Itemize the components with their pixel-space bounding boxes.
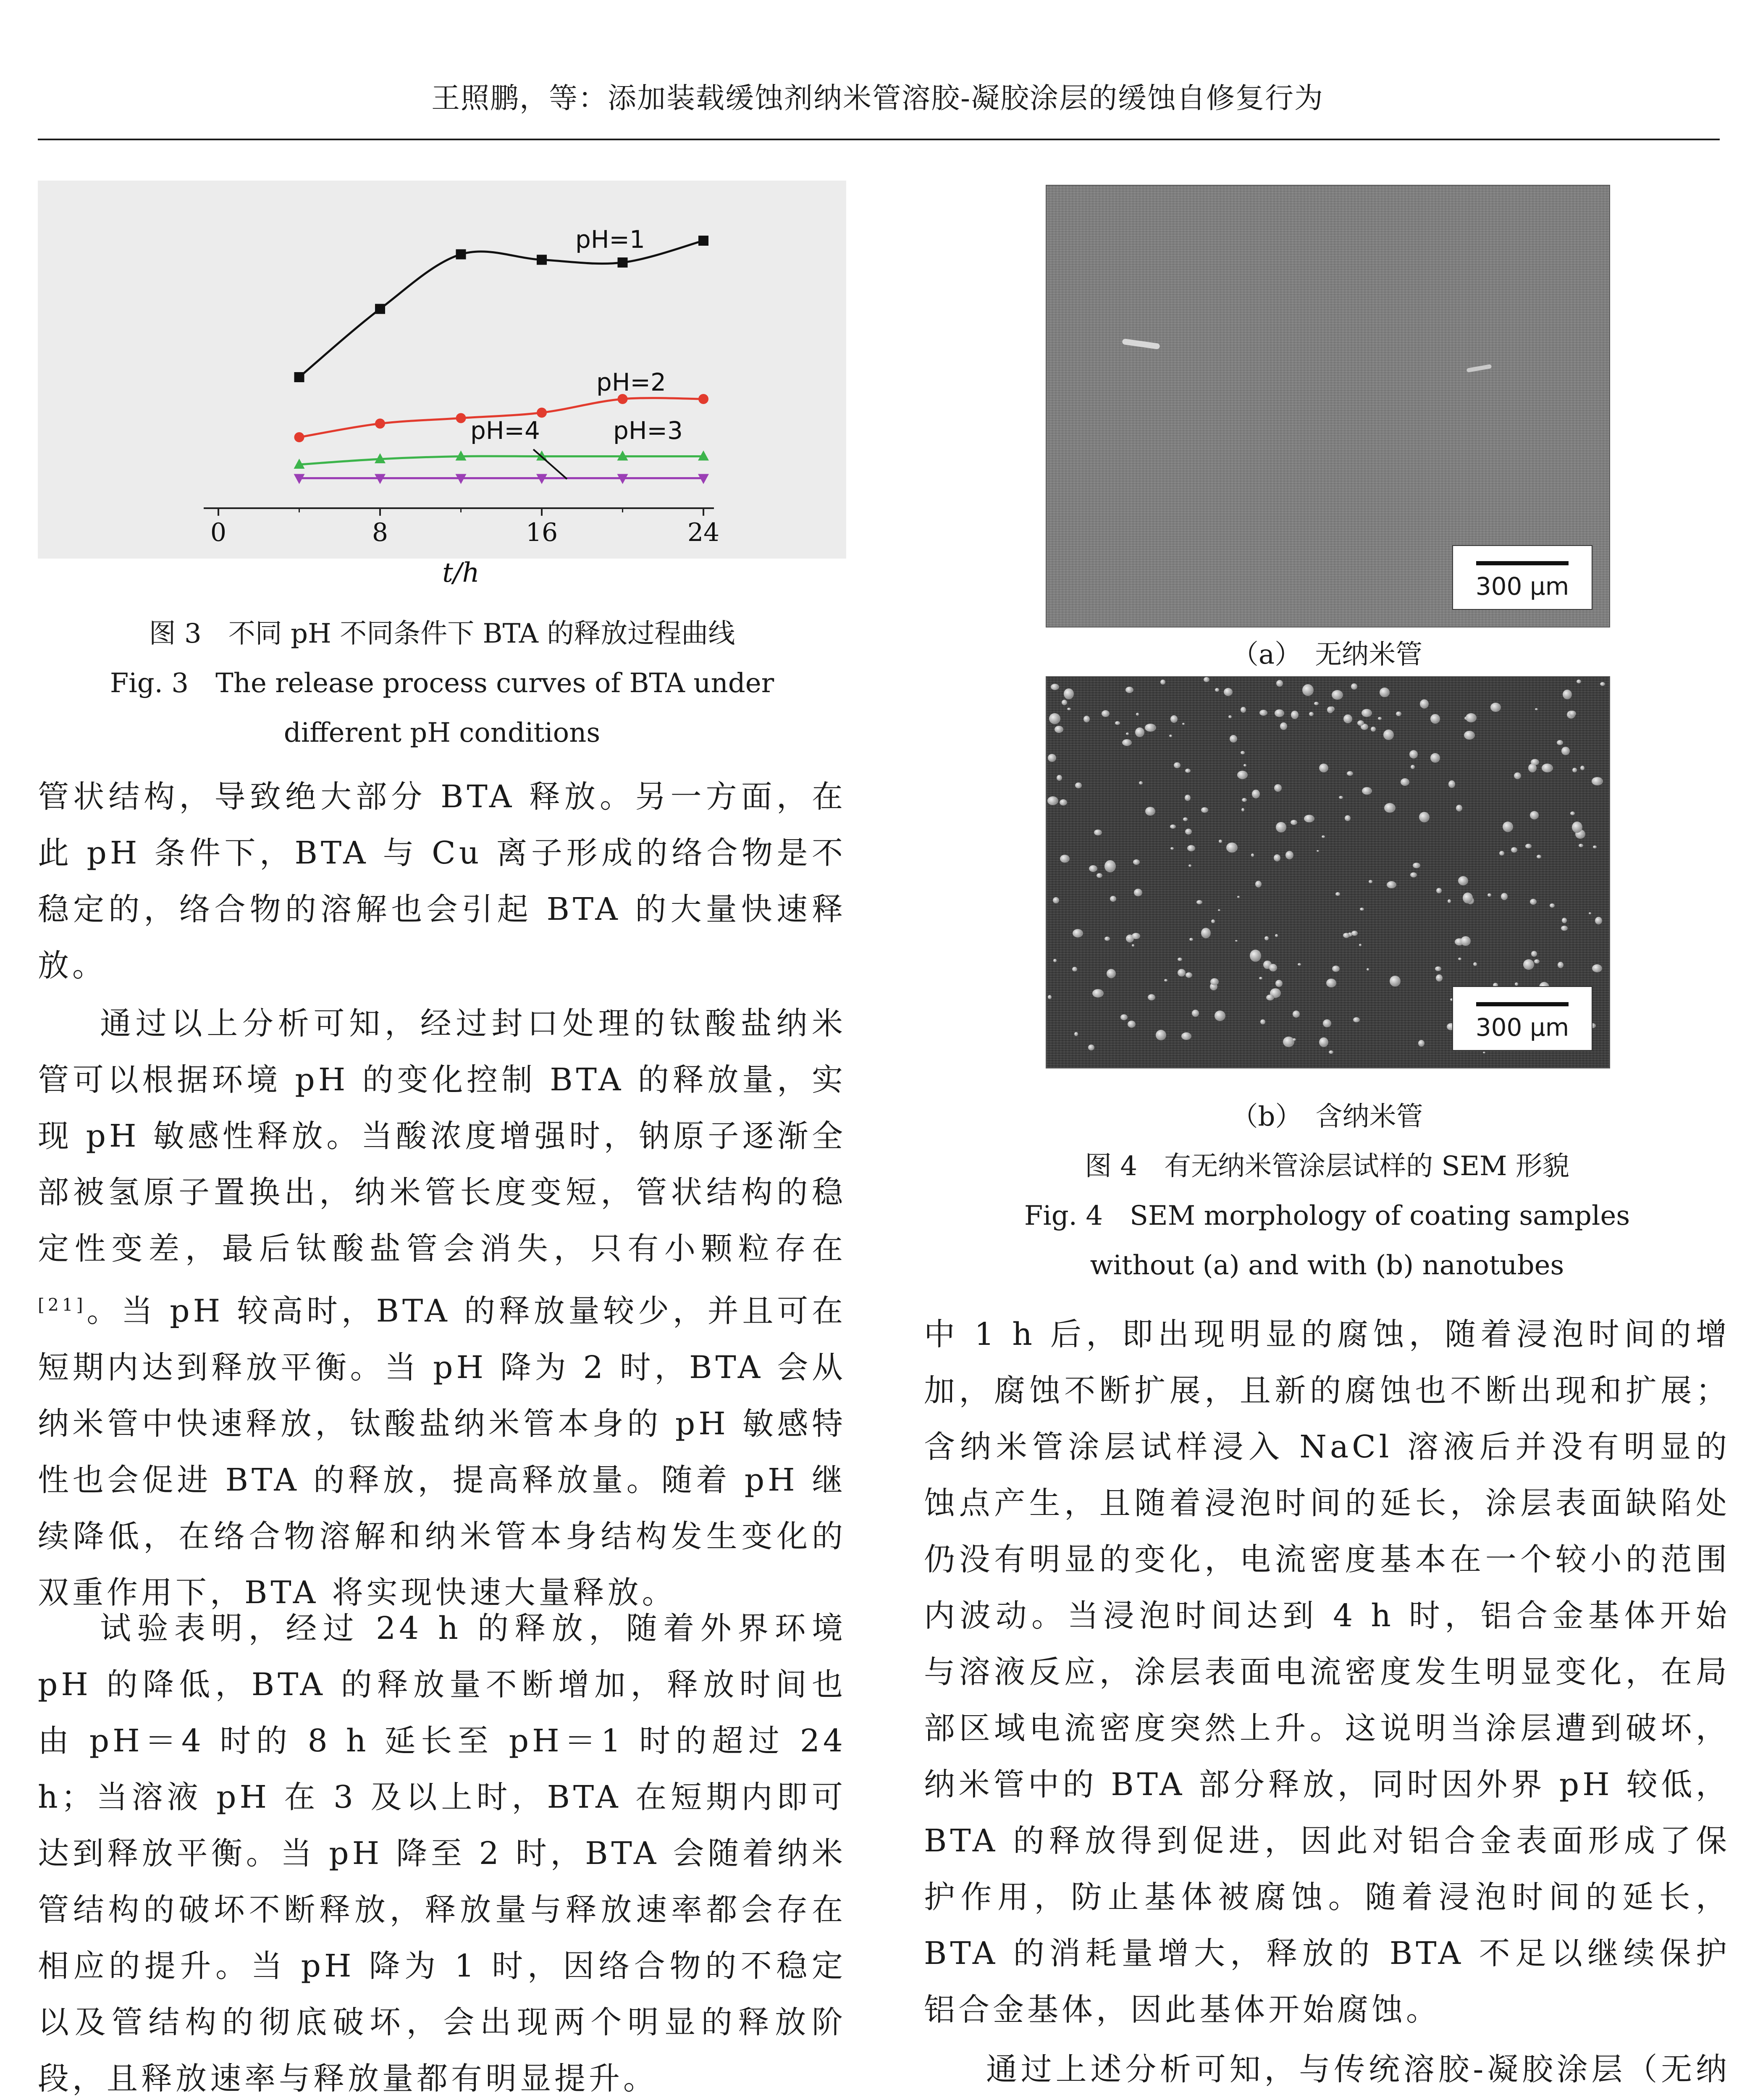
nanotube-particle <box>1285 851 1293 859</box>
data-point <box>698 394 708 404</box>
nanotube-particle <box>1057 775 1062 781</box>
data-point <box>456 413 466 423</box>
nanotube-particle <box>1514 772 1521 779</box>
nanotube-particle <box>1192 1010 1199 1017</box>
nanotube-particle <box>1542 764 1553 772</box>
nanotube-particle <box>1215 688 1219 692</box>
nanotube-particle <box>1563 690 1572 699</box>
figure3-chart <box>38 181 846 601</box>
nanotube-particle <box>1135 727 1144 737</box>
nanotube-particle <box>1550 903 1555 908</box>
nanotube-particle <box>1589 912 1591 914</box>
nanotube-particle <box>1126 732 1129 735</box>
nanotube-particle <box>1047 796 1058 805</box>
nanotube-particle <box>1241 808 1244 811</box>
nanotube-particle <box>1055 726 1063 733</box>
nanotube-particle <box>1049 713 1060 724</box>
nanotube-particle <box>1183 817 1188 821</box>
nanotube-particle <box>1309 712 1314 716</box>
nanotube-particle <box>1537 855 1541 858</box>
nanotube-particle <box>1048 995 1052 999</box>
nanotube-particle <box>1104 937 1110 941</box>
nanotube-particle <box>1170 715 1178 723</box>
nanotube-particle <box>1122 739 1132 746</box>
nanotube-particle <box>1132 944 1134 947</box>
data-point <box>537 255 547 265</box>
scale-bar-line <box>1476 561 1569 565</box>
nanotube-particle <box>1557 740 1563 745</box>
nanotube-particle <box>1534 959 1540 963</box>
data-point <box>698 236 708 246</box>
nanotube-particle <box>1293 1011 1300 1018</box>
nanotube-particle <box>1064 688 1074 699</box>
nanotube-particle <box>1259 977 1262 979</box>
nanotube-particle <box>1347 771 1353 776</box>
nanotube-particle <box>1132 933 1140 939</box>
nanotube-particle <box>1274 854 1280 861</box>
nanotube-particle <box>1088 1045 1094 1050</box>
nanotube-particle <box>1241 751 1245 754</box>
x-tick-label: 16 <box>525 518 558 547</box>
nanotube-particle <box>1264 936 1269 940</box>
right-paragraph-1: 中 1 h 后，即出现明显的腐蚀，随着浸泡时间的增加，腐蚀不断扩展，且新的腐蚀也不断出现和扩展；含纳米管涂层试样浸入 NaCl 溶液后并没有明显的蚀点产生，且随着浸泡时间的延长，涂层表面缺陷处仍没有明显的变化，电流密度基本在一个较小的范围内波动。当浸泡时间达到 4 h 时，铝合金基体开始与溶液反应，涂层表面电流密度发生明显变化，在局部区域电流密度突然上升。这说明当涂层遭到破坏，纳米管中的 BTA 部分释放，同时因外界 pH 较低，BTA 的释放得到促进，因此对铝合金表面形成了保护作用，防止基体被腐蚀。随着浸泡时间的延长，BTA 的消耗量增大，释放的 BTA 不足以继续保护铝合金基体，因此基体开始腐蚀。 <box>924 1316 1730 2028</box>
nanotube-particle <box>1411 765 1415 769</box>
nanotube-particle <box>1561 926 1568 931</box>
nanotube-particle <box>1133 859 1140 865</box>
series-label: pH=2 <box>596 368 666 396</box>
nanotube-particle <box>1319 1037 1328 1047</box>
nanotube-particle <box>1562 918 1567 923</box>
header-rule <box>38 139 1720 140</box>
nanotube-particle <box>1558 962 1563 968</box>
nanotube-particle <box>1535 708 1538 710</box>
nanotube-particle <box>1359 944 1362 946</box>
nanotube-particle <box>1164 979 1167 982</box>
nanotube-particle <box>1362 787 1372 795</box>
nanotube-particle <box>1185 795 1191 801</box>
nanotube-particle <box>1302 684 1314 696</box>
nanotube-particle <box>1600 682 1605 686</box>
nanotube-particle <box>1523 959 1534 970</box>
nanotube-particle <box>1378 717 1382 720</box>
nanotube-particle <box>1458 876 1468 885</box>
nanotube-particle <box>1189 938 1193 941</box>
nanotube-particle <box>1357 720 1364 726</box>
surface-feature-mark <box>1122 339 1160 349</box>
data-point <box>375 304 385 314</box>
nanotube-particle <box>1104 860 1116 872</box>
scale-bar-b <box>1452 986 1592 1051</box>
nanotube-particle <box>1170 847 1174 850</box>
nanotube-particle <box>1595 917 1602 924</box>
nanotube-particle <box>1185 829 1192 835</box>
nanotube-particle <box>1210 978 1219 985</box>
nanotube-particle <box>1260 1019 1265 1024</box>
figure3-caption-cn: 图 3 不同 pH 不同条件下 BTA 的释放过程曲线 <box>149 618 735 649</box>
nanotube-particle <box>1160 680 1165 685</box>
nanotube-particle <box>1387 881 1396 888</box>
nanotube-particle <box>1235 940 1238 942</box>
nanotube-particle <box>1380 688 1390 697</box>
nanotube-particle <box>1322 835 1325 838</box>
nanotube-particle <box>1461 936 1471 946</box>
right-paragraph-2: 通过上述分析可知，与传统溶胶-凝胶涂层（无纳 <box>986 2051 1730 2087</box>
nanotube-particle <box>1169 735 1172 737</box>
nanotube-particle <box>1580 766 1584 770</box>
nanotube-particle <box>1241 707 1246 713</box>
nanotube-particle <box>1120 1014 1128 1020</box>
nanotube-particle <box>1396 711 1401 716</box>
left-paragraph-3: 试验表明，经过 24 h 的释放，随着外界环境 pH 的降低，BTA 的释放量不断增加，释放时间也由 pH＝4 时的 8 h 延长至 pH＝1 时的超过 24 h；当溶液 pH 在 3 及以上时，BTA 在短期内即可达到释放平衡。当 pH 降至 2 时，BTA 会随着纳米管结构的破坏不断释放，释放量与释放速率都会存在相应的提升。当 pH 降为 1 时，因络合物的不稳定以及管结构的彻底破坏，会出现两个明显的释放阶段，且释放速率与释放量都有明显提升。 <box>38 1610 846 2097</box>
data-point <box>375 419 385 429</box>
nanotube-particle <box>1329 1050 1333 1054</box>
nanotube-particle <box>1343 933 1350 938</box>
nanotube-particle <box>1343 714 1352 723</box>
data-point <box>456 249 466 260</box>
nanotube-particle <box>1275 934 1278 937</box>
nanotube-particle <box>1188 864 1191 867</box>
nanotube-particle <box>1170 824 1176 829</box>
nanotube-particle <box>1371 727 1376 732</box>
nanotube-particle <box>1592 964 1602 972</box>
nanotube-particle <box>1178 958 1182 961</box>
data-point <box>294 372 304 382</box>
nanotube-particle <box>1436 974 1443 982</box>
nanotube-particle <box>1345 815 1351 821</box>
nanotube-particle <box>1218 909 1220 911</box>
nanotube-particle <box>1269 964 1277 971</box>
scale-bar-label: 300 μm <box>1475 1013 1569 1042</box>
nanotube-particle <box>1383 730 1394 740</box>
nanotube-particle <box>1075 782 1082 788</box>
nanotube-particle <box>1274 784 1282 792</box>
nanotube-particle <box>1413 863 1420 868</box>
left-paragraph-2 <box>38 995 846 1621</box>
nanotube-particle <box>1390 976 1401 987</box>
nanotube-particle <box>1201 928 1211 938</box>
nanotube-particle <box>1464 731 1475 740</box>
nanotube-particle <box>1298 963 1301 966</box>
nanotube-particle <box>1186 972 1192 978</box>
x-axis-label: t/h <box>442 557 480 588</box>
nanotube-particle <box>1463 892 1473 903</box>
nanotube-particle <box>1490 703 1501 712</box>
nanotube-particle <box>1102 710 1110 717</box>
nanotube-particle <box>1250 950 1261 962</box>
nanotube-particle <box>1097 873 1102 878</box>
bta-release-chart <box>38 181 846 601</box>
nanotube-particle <box>1275 709 1284 717</box>
nanotube-particle <box>1242 798 1247 802</box>
x-tick-label: 0 <box>210 518 227 547</box>
nanotube-particle <box>1259 710 1267 716</box>
nanotube-particle <box>1515 982 1518 986</box>
nanotube-particle <box>1351 931 1358 936</box>
nanotube-particle <box>1511 847 1517 853</box>
nanotube-particle <box>1145 807 1155 816</box>
nanotube-particle <box>1275 980 1283 987</box>
nanotube-particle <box>1435 966 1441 971</box>
figure3-caption-en-2: different pH conditions <box>283 717 601 748</box>
nanotube-particle <box>1420 699 1429 709</box>
nanotube-particle <box>1072 967 1077 971</box>
sem-image-a <box>1046 185 1610 627</box>
nanotube-particle <box>1237 896 1240 898</box>
nanotube-particle <box>1319 764 1328 772</box>
nanotube-particle <box>1089 865 1097 872</box>
figure4-caption-en-2: without (a) and with (b) nanotubes <box>1090 1250 1564 1281</box>
figure4-subcaption-a: （a） 无纳米管 <box>1231 639 1423 670</box>
nanotube-particle <box>1060 799 1067 806</box>
left-paragraph-2a: 通过以上分析可知，经过封口处理的钛酸盐纳米管可以根据环境 pH 的变化控制 BTA 的释放量，实现 pH 敏感性释放。当酸浓度增强时，钠原子逐渐全部被氢原子置换出，纳米管长度变短，管状结构的稳定性变差，最后钛酸盐管会消失，只有小颗粒存在 <box>38 1005 846 1267</box>
nanotube-particle <box>1073 929 1083 937</box>
nanotube-particle <box>1204 677 1209 682</box>
surface-feature-mark <box>1466 364 1492 373</box>
nanotube-particle <box>1418 1040 1424 1047</box>
nanotube-particle <box>1181 1032 1191 1040</box>
nanotube-particle <box>1466 713 1477 722</box>
series-label: pH=3 <box>613 416 683 445</box>
nanotube-particle <box>1503 822 1513 832</box>
nanotube-particle <box>1255 881 1262 887</box>
nanotube-particle <box>1579 844 1583 847</box>
nanotube-particle <box>1569 711 1576 717</box>
nanotube-particle <box>1326 979 1336 987</box>
nanotube-particle <box>1448 780 1455 788</box>
series-label: pH=4 <box>470 416 540 445</box>
figure4-caption-en-1: Fig. 4 SEM morphology of coating samples <box>1024 1200 1630 1231</box>
nanotube-particle <box>1436 888 1442 893</box>
nanotube-particle <box>1110 896 1116 902</box>
nanotube-particle <box>1593 845 1597 848</box>
nanotube-particle <box>1053 897 1059 903</box>
nanotube-particle <box>1384 803 1396 813</box>
running-header: 王照鹏，等：添加装载缓蚀剂纳米管溶胶-凝胶涂层的缓蚀自修复行为 <box>431 82 1324 115</box>
left-paragraph-1: 管状结构，导致绝大部分 BTA 释放。另一方面，在此 pH 条件下，BTA 与 Cu 离子形成的络合物是不稳定的，络合物的溶解也会引起 BTA 的大量快速释放。 <box>38 779 846 984</box>
nanotube-particle <box>1283 1037 1294 1047</box>
scale-bar-label: 300 μm <box>1475 572 1569 601</box>
nanotube-particle <box>1211 919 1215 923</box>
nanotube-particle <box>1067 708 1071 710</box>
nanotube-particle <box>1456 805 1462 811</box>
nanotube-particle <box>1201 807 1208 813</box>
left-paragraph-2b: 。当 pH 较高时，BTA 的释放量较少，并且可在短期内达到释放平衡。当 pH 降为 2 时，BTA 会从纳米管中快速释放，钛酸盐纳米管本身的 pH 敏感特性也会促进 BTA 的释放，提高释放量。随着 pH 继续降低，在络合物溶解和纳米管本身结构发生变化的双重作用下，BTA 将实现快速大量释放。 <box>38 1293 846 1611</box>
figure4-caption-cn: 图 4 有无纳米管涂层试样的 SEM 形貌 <box>1085 1151 1569 1182</box>
nanotube-particle <box>1226 843 1238 853</box>
nanotube-particle <box>1074 1032 1078 1036</box>
nanotube-particle <box>1115 721 1120 725</box>
nanotube-particle <box>1353 1017 1360 1022</box>
nanotube-particle <box>1291 711 1299 719</box>
nanotube-particle <box>1266 995 1274 1000</box>
nanotube-particle <box>1276 822 1286 832</box>
nanotube-particle <box>1499 851 1504 856</box>
nanotube-particle <box>1458 958 1461 960</box>
nanotube-particle <box>1483 1052 1485 1053</box>
nanotube-particle <box>1219 840 1222 843</box>
nanotube-particle <box>1592 777 1603 785</box>
nanotube-particle <box>1128 1021 1136 1028</box>
nanotube-particle <box>1092 989 1104 998</box>
nanotube-particle <box>1335 892 1340 896</box>
nanotube-particle <box>1062 700 1067 705</box>
nanotube-particle <box>1410 872 1417 877</box>
nanotube-particle <box>1332 966 1340 972</box>
nanotube-particle <box>1360 908 1364 911</box>
nanotube-particle <box>1304 815 1314 822</box>
nanotube-particle <box>1187 845 1195 851</box>
nanotube-particle <box>1178 969 1186 976</box>
nanotube-particle <box>1525 844 1532 848</box>
nanotube-particle <box>1362 709 1372 717</box>
series-line <box>299 456 704 465</box>
nanotube-particle <box>1174 762 1180 768</box>
nanotube-particle <box>1401 778 1409 786</box>
nanotube-particle <box>1094 830 1102 835</box>
nanotube-particle <box>1577 680 1581 683</box>
nanotube-particle <box>1134 889 1142 896</box>
data-point <box>618 257 628 268</box>
nanotube-particle <box>1251 853 1254 857</box>
nanotube-particle <box>1487 893 1491 897</box>
citation-21: [21] <box>38 1295 87 1315</box>
nanotube-particle <box>1156 1030 1166 1040</box>
nanotube-particle <box>1448 899 1451 903</box>
nanotube-particle <box>1243 764 1246 766</box>
scale-bar-line <box>1476 1002 1569 1006</box>
nanotube-particle <box>1230 735 1237 743</box>
series-line <box>299 241 704 377</box>
nanotube-particle <box>1572 822 1582 833</box>
nanotube-particle <box>1327 706 1333 713</box>
nanotube-particle <box>1107 969 1116 978</box>
nanotube-particle <box>1215 1011 1225 1021</box>
nanotube-particle <box>1351 683 1357 690</box>
data-point <box>294 432 304 442</box>
nanotube-particle <box>1145 724 1156 732</box>
nanotube-particle <box>1060 855 1070 863</box>
nanotube-particle <box>1293 1038 1296 1041</box>
nanotube-particle <box>1252 790 1260 798</box>
nanotube-particle <box>1276 680 1283 687</box>
nanotube-particle <box>1125 687 1133 693</box>
nanotube-particle <box>1430 753 1440 763</box>
nanotube-particle <box>1561 747 1570 755</box>
figure3-caption-en-1: Fig. 3 The release process curves of BTA under <box>110 668 774 699</box>
nanotube-particle <box>1530 899 1537 905</box>
nanotube-particle <box>1339 796 1343 799</box>
nanotube-particle <box>1419 812 1430 822</box>
nanotube-particle <box>1136 713 1139 716</box>
nanotube-particle <box>1291 820 1297 825</box>
nanotube-particle <box>1530 811 1539 819</box>
nanotube-particle <box>1367 968 1369 971</box>
nanotube-particle <box>1409 750 1418 759</box>
scale-bar-a <box>1452 545 1592 610</box>
nanotube-particle <box>1237 771 1248 779</box>
nanotube-particle <box>1430 714 1440 724</box>
nanotube-particle <box>1148 994 1155 1000</box>
nanotube-particle <box>1182 723 1185 725</box>
series-label: pH=1 <box>575 225 645 254</box>
nanotube-particle <box>1051 684 1059 690</box>
nanotube-particle <box>1224 688 1233 696</box>
figure4-subcaption-b: （b） 含纳米管 <box>1231 1101 1423 1132</box>
nanotube-particle <box>1280 722 1287 730</box>
nanotube-particle <box>1531 951 1537 957</box>
sem-image-b <box>1046 676 1610 1068</box>
nanotube-particle <box>1501 893 1508 900</box>
nanotube-particle <box>1323 1019 1331 1027</box>
nanotube-particle <box>1314 702 1319 705</box>
x-tick-label: 24 <box>687 518 720 547</box>
nanotube-particle <box>1369 880 1372 883</box>
nanotube-particle <box>1570 811 1575 815</box>
nanotube-particle <box>1473 962 1477 966</box>
nanotube-particle <box>1332 690 1343 700</box>
nanotube-particle <box>1317 850 1319 852</box>
x-tick-label: 8 <box>372 518 388 547</box>
nanotube-particle <box>1083 716 1090 722</box>
nanotube-particle <box>1196 900 1202 904</box>
section-heading-2-2 <box>38 2096 459 2100</box>
nanotube-particle <box>1528 764 1537 772</box>
nanotube-particle <box>1139 781 1143 785</box>
nanotube-particle <box>1048 754 1056 762</box>
nanotube-particle <box>1572 768 1577 772</box>
nanotube-particle <box>1228 715 1232 718</box>
nanotube-particle <box>1185 769 1191 773</box>
nanotube-particle <box>1053 959 1057 962</box>
